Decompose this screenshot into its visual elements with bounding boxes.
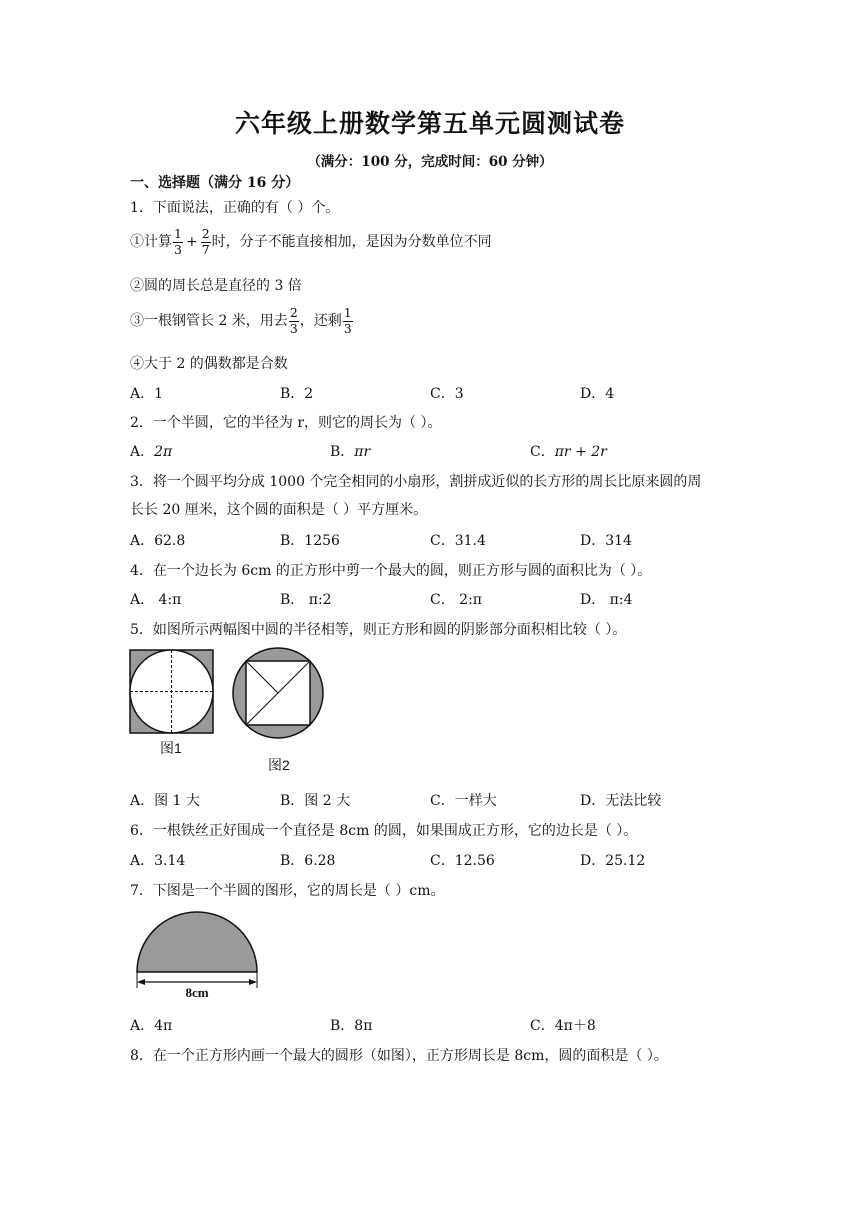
q3-stem-line-1: 3．将一个圆平均分成 1000 个完全相同的小扇形，割拼成近似的长方形的周长比原来圆的周 [130,474,702,490]
semicircle-shape [137,912,257,972]
q2-b-label: B． [330,444,355,460]
figure-2-label: 图2 [268,757,290,773]
dimension-label: 8cm [185,985,209,1000]
q5-option-d[interactable]: D．无法比较 [580,793,662,809]
q7-option-a[interactable]: A．4π [130,1018,173,1034]
q4-stem: 4．在一个边长为 6cm 的正方形中剪一个最大的圆，则正方形与圆的面积比为（ ）。 [130,563,652,579]
figure-semicircle [132,908,262,1000]
q7-stem: 7．下图是一个半圆的图形，它的周长是（ ）cm。 [130,883,445,899]
q5-option-c[interactable]: C．一样大 [430,793,497,809]
q1-option-c[interactable]: C．3 [430,386,464,402]
section-heading: 一、选择题（满分 16 分） [130,175,300,191]
fraction-2-3: $\frac{2}{3}$ [289,305,298,336]
q8-stem: 8．在一个正方形内画一个最大的圆形（如图），正方形周长是 8cm，圆的面积是（ ）。 [130,1048,668,1064]
q2-option-b[interactable] [330,442,370,462]
q7-option-b[interactable]: B．8π [330,1018,373,1034]
dimension-arrow-left [137,979,145,985]
q1-statement-3 [130,307,354,335]
q1-statement-1 [130,228,492,256]
q6-option-a[interactable]: A．3.14 [130,853,186,869]
q4-option-c[interactable]: C． 2:π [430,592,482,608]
fraction-1-3b: $\frac{1}{3}$ [343,305,352,336]
q6-stem: 6．一根铁丝正好围成一个直径是 8cm 的圆，如果围成正方形，它的边长是（ ）。 [130,823,638,839]
q4-option-b[interactable]: B． π:2 [280,592,332,608]
q6-option-d[interactable]: D．25.12 [580,853,646,869]
q3-option-a[interactable]: A．62.8 [130,533,186,549]
q1-s3-pre: ③一根钢管长 2 米，用去 [130,313,288,329]
q2-a-label: A． [130,444,155,460]
q1-s1-post: 时，分子不能直接相加，是因为分数单位不同 [211,234,492,250]
q3-stem-line-2: 长长 20 厘米，这个圆的面积是（ ）平方厘米。 [130,502,428,518]
q2-c-label: C． [530,444,555,460]
q2-option-a[interactable] [130,442,172,462]
q2-c-math: πr + 2r [554,444,607,460]
q2-a-math: 2π [154,444,173,460]
q5-stem: 5．如图所示两幅图中圆的半径相等，则正方形和圆的阴影部分面积相比较（ ）。 [130,622,627,638]
q2-option-c[interactable] [530,442,607,462]
q1-option-d[interactable]: D．4 [580,386,615,402]
figure-2-circle-with-square [230,646,330,746]
q1-option-b[interactable]: B．2 [280,386,314,402]
q1-statement-2: ②圆的周长总是直径的 3 倍 [130,278,302,294]
q1-s1-pre: ①计算 [130,234,172,250]
plus-sign: + [185,234,198,250]
q7-option-c[interactable]: C．4π＋8 [530,1018,596,1034]
q3-option-b[interactable]: B．1256 [280,533,340,549]
q1-s3-mid: ，还剩 [299,313,342,329]
q2-b-math: πr [354,444,371,460]
q1-option-a[interactable]: A．1 [130,386,164,402]
q6-option-c[interactable]: C．12.56 [430,853,495,869]
q3-option-d[interactable]: D．314 [580,533,632,549]
figure-1-label: 图1 [160,740,182,756]
fraction-1-3: $\frac{1}{3}$ [174,226,182,257]
q1-statement-4: ④大于 2 的偶数都是合数 [130,356,288,372]
q3-option-c[interactable]: C．31.4 [430,533,486,549]
q4-option-d[interactable]: D． π:4 [580,592,633,608]
q6-option-b[interactable]: B．6.28 [280,853,336,869]
q4-option-a[interactable]: A． 4:π [130,592,182,608]
q5-option-b[interactable]: B．图 2 大 [280,793,351,809]
page-title: 六年级上册数学第五单元圆测试卷 [234,109,625,138]
dimension-arrow-right [249,979,257,985]
page-subtitle: （满分：100 分，完成时间：60 分钟） [307,154,553,170]
q2-stem: 2．一个半圆，它的半径为 r，则它的周长为（ ）。 [130,415,442,431]
q5-option-a[interactable]: A．图 1 大 [130,793,200,809]
fraction-2-7: $\frac{2}{7}$ [201,226,210,257]
q1-stem: 1．下面说法，正确的有（ ）个。 [130,200,340,216]
